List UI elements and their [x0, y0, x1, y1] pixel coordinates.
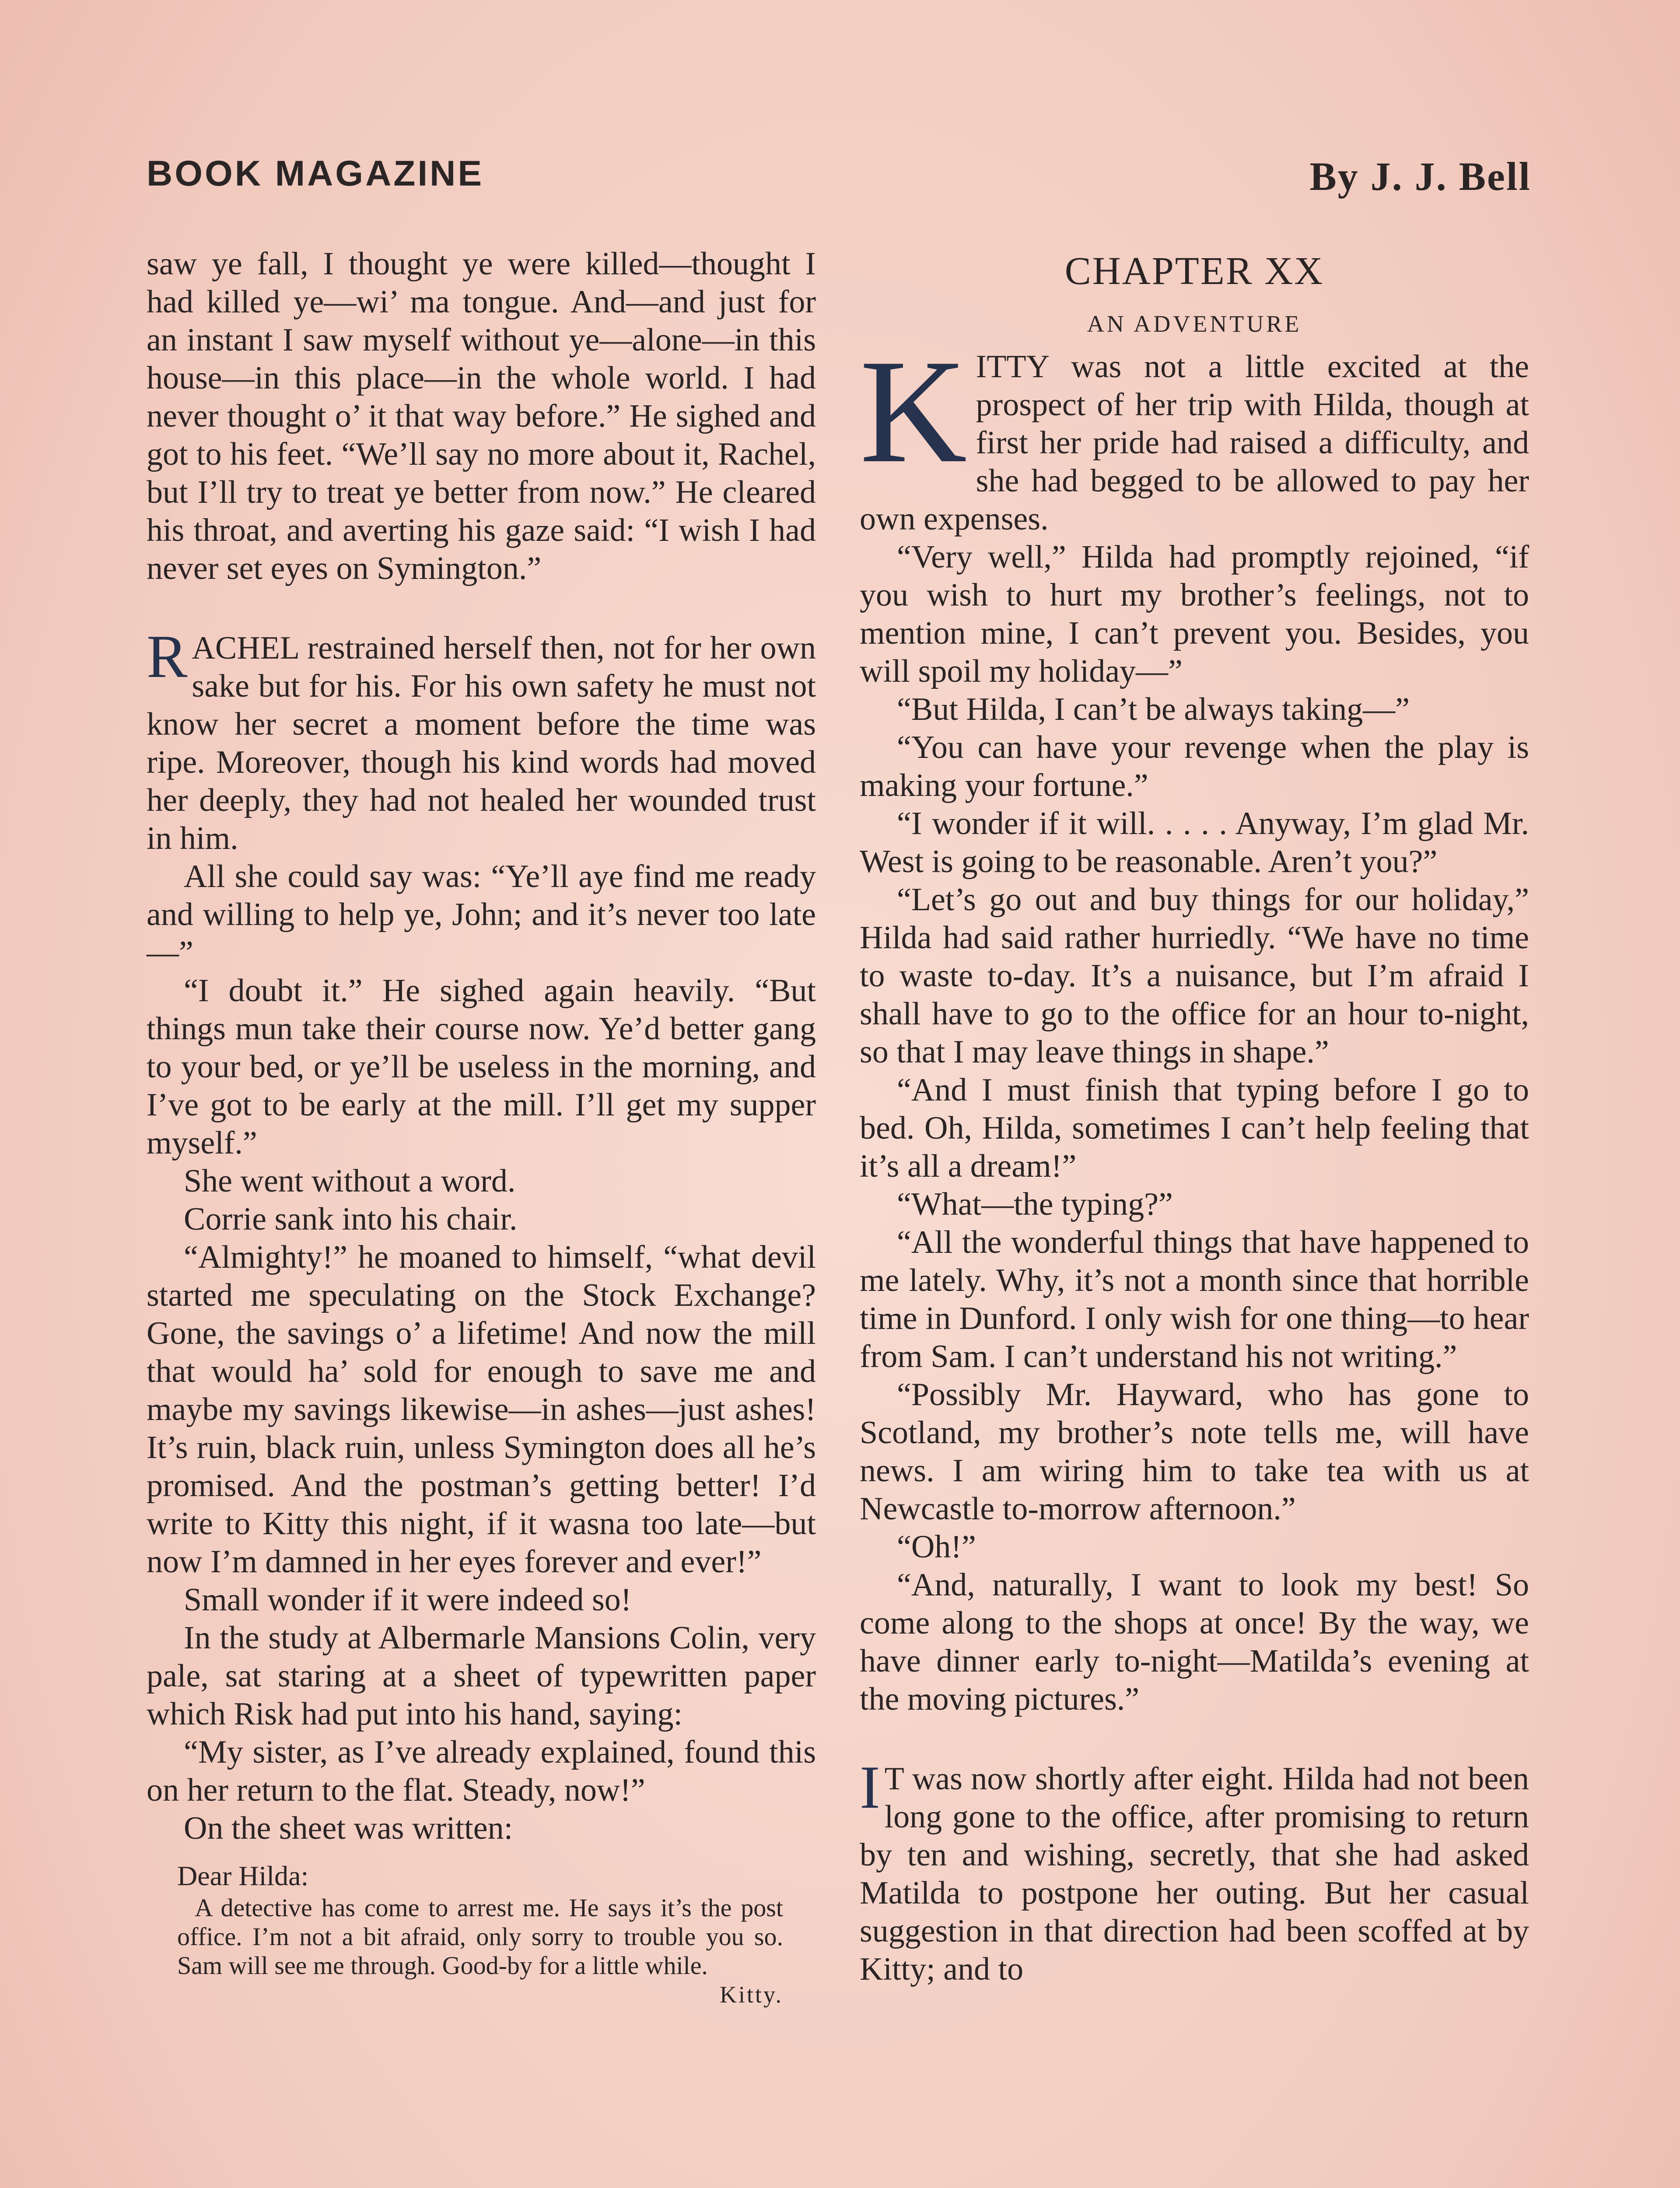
chapter-opening-paragraph	[860, 329, 1529, 538]
paragraph: “But Hilda, I can’t be always taking—”	[897, 691, 1410, 727]
paragraph: “You can have your revenge when the play is making your fortune.”	[860, 729, 1529, 803]
paragraph: “Let’s go out and buy things for our holiday,” Hilda had said rather hurriedly. “We have no time to waste to-day. It’s a nuisance, but I’m afraid I shall have to go to the office for an hour to-night, so that I may leave things in shape.”	[860, 882, 1529, 1070]
section-opening-paragraph	[147, 623, 816, 858]
paragraph: “Almighty!” he moaned to himself, “what devil started me speculating on the Stock Exchange? Gone, the savings o’ a lifetime! And now the mill that would ha’ sold for enough to save me and maybe my savings likewise—in ashes—just ashes! It’s ruin, black ruin, unless Symington does all he’s promised. And the postman’s getting better! I’d write to Kitty this night, if it wasna too late—but now I’m damned in her eyes forever and ever!”	[147, 1239, 816, 1580]
letter-signature: Kitty.	[720, 1981, 783, 2008]
typed-letter	[147, 1858, 816, 2008]
paragraph: “What—the typing?”	[897, 1186, 1173, 1222]
paragraph-text: ITTY was not a little excited at the prospect of her trip with Hilda, though at first her pride had raised a difficulty, and she had begged to be allowed to pay her own expenses.	[860, 349, 1529, 537]
paragraph: saw ye fall, I thought ye were killed—thought I had killed ye—wi’ ma tongue. And—and just for an instant I saw myself without ye—alone—in this house—in this place—in the whole world. I had never thought o’ it that way before.” He sighed and got to his feet. “We’ll say no more about it, Rachel, but I’ll try to treat ye better from now.” He cleared his throat, and averting his gaze said: “I wish I had never set eyes on Symington.”	[147, 246, 816, 586]
paragraph: “All the wonderful things that have happened to me lately. Why, it’s not a month since that horrible time in Dunford. I only wish for one thing—to hear from Sam. I can’t understand his not writing.”	[860, 1224, 1529, 1375]
paragraph: Corrie sank into his chair.	[184, 1201, 518, 1237]
magazine-title: BOOK MAGAZINE	[147, 154, 484, 193]
paragraph: She went without a word.	[184, 1163, 516, 1199]
paragraph: “My sister, as I’ve already explained, found this on her return to the flat. Steady, now!”	[147, 1734, 816, 1808]
paragraph-text: T was now shortly after eight. Hilda had not been long gone to the office, after promising to return by ten and wishing, secretly, that she had asked Matilda to postpone her outing. But her casual suggestion in that direction had been scoffed at by Kitty; and to	[860, 1761, 1529, 1987]
right-column	[860, 245, 1529, 1988]
paragraph: “Possibly Mr. Hayward, who has gone to Scotland, my brother’s note tells me, will have news. I am wiring him to take tea with us at Newcastle to-morrow afternoon.”	[860, 1377, 1529, 1527]
paragraph: Small wonder if it were indeed so!	[184, 1582, 632, 1618]
paragraph: In the study at Albermarle Mansions Colin, very pale, sat staring at a sheet of typewritten paper which Risk had put into his hand, saying:	[147, 1620, 816, 1732]
author-byline: By J. J. Bell	[1309, 154, 1531, 199]
paragraph: “And I must finish that typing before I go to bed. Oh, Hilda, sometimes I can’t help feeling that it’s all a dream!”	[860, 1072, 1529, 1184]
left-column	[147, 245, 816, 2009]
paragraph: All she could say was: “Ye’ll aye find me ready and willing to help ye, John; and it’s never too late—”	[147, 859, 816, 971]
paragraph: “Very well,” Hilda had promptly rejoined, “if you wish to hurt my brother’s feelings, not to mention mine, I can’t prevent you. Besides, you will spoil my holiday—”	[860, 539, 1529, 689]
paragraph: “Oh!”	[897, 1529, 976, 1565]
drop-cap: K	[860, 329, 967, 494]
drop-cap: R	[147, 623, 188, 691]
paragraph: “I doubt it.” He sighed again heavily. “But things mun take their course now. Ye’d better gang to your bed, or ye’ll be useless in the morning, and I’ve got to be early at the mill. I’ll get my supper myself.”	[147, 973, 816, 1161]
section-opening-paragraph	[860, 1753, 1529, 1988]
paragraph: “I wonder if it will. . . . . Anyway, I’m glad Mr. West is going to be reasonable. Aren’t you?”	[860, 806, 1529, 880]
drop-cap: I	[860, 1753, 880, 1821]
letter-body-text: A detective has come to arrest me. He says it’s the post office. I’m not a bit afraid, only sorry to trouble you so. Sam will see me through. Good-by for a little while.	[177, 1893, 783, 1980]
paragraph: “And, naturally, I want to look my best! So come along to the shops at once! By the way, we have dinner early to-night—Matilda’s evening at the moving pictures.”	[860, 1567, 1529, 1717]
chapter-title: CHAPTER XX	[1064, 249, 1324, 293]
running-header	[147, 153, 1531, 201]
paragraph-text: ACHEL restrained herself then, not for her own sake but for his. For his own safety he must not know her secret a moment before the time was ripe. Moreover, though his kind words had moved her deeply, they had not healed her wounded trust in him.	[147, 630, 816, 856]
letter-salutation: Dear Hilda:	[177, 1860, 309, 1891]
chapter-subtitle: AN ADVENTURE	[1087, 311, 1302, 337]
paragraph: On the sheet was written:	[184, 1810, 513, 1846]
letter-body	[147, 1893, 783, 2008]
